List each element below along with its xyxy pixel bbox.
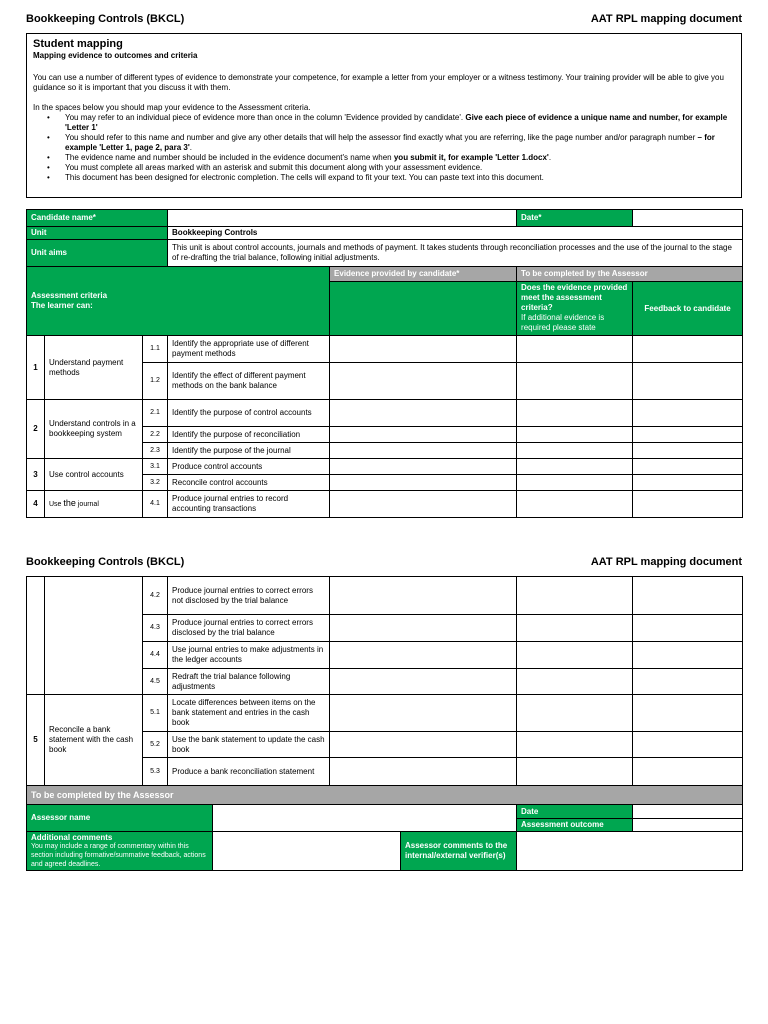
feedback-cell[interactable] (633, 363, 743, 400)
intro-paragraph: In the spaces below you should map your evidence to the Assessment criteria. (33, 103, 311, 112)
evidence-header: Evidence provided by candidate* (330, 267, 517, 282)
meets-criteria-cell[interactable] (517, 577, 633, 615)
instruction-item: • The evidence name and number should be included in the evidence document's name when you submit it, for example 'Letter 1.docx'. (59, 153, 735, 163)
evidence-cell[interactable] (330, 443, 517, 459)
criteria-text: Identify the purpose of reconciliation (168, 427, 330, 443)
evidence-cell[interactable] (330, 491, 517, 518)
intro-title: Student mapping (33, 38, 123, 50)
criteria-text: Identify the purpose of control accounts (168, 400, 330, 427)
mapping-table (26, 209, 743, 518)
feedback-cell[interactable] (633, 443, 743, 459)
assessment-outcome-field[interactable] (633, 819, 743, 832)
feedback-cell[interactable] (633, 427, 743, 443)
meets-criteria-cell[interactable] (517, 732, 633, 758)
feedback-cell[interactable] (633, 669, 743, 695)
outcome-title (45, 577, 143, 695)
evidence-cell[interactable] (330, 336, 517, 363)
criteria-text: Produce journal entries to correct errors disclosed by the trial balance (168, 615, 330, 642)
meets-criteria-cell[interactable] (517, 427, 633, 443)
evidence-cell[interactable] (330, 669, 517, 695)
meets-criteria-cell[interactable] (517, 336, 633, 363)
criteria-text: Identify the purpose of the journal (168, 443, 330, 459)
criteria-text: Locate differences between items on the bank statement and entries in the cash book (168, 695, 330, 732)
meet-criteria-header: Does the evidence provided meet the assessment criteria? If additional evidence is required please state (517, 282, 633, 336)
additional-comments-field[interactable] (213, 832, 401, 871)
feedback-cell[interactable] (633, 336, 743, 363)
meets-criteria-cell[interactable] (517, 758, 633, 786)
feedback-cell[interactable] (633, 475, 743, 491)
criteria-code: 4.1 (143, 491, 168, 518)
table-row (27, 459, 743, 475)
additional-comments-label: Additional comments You may include a range of commentary within this section including formative/summative feedback, actions and agreed deadlines. (27, 832, 213, 871)
assessor-header: To be completed by the Assessor (517, 267, 743, 282)
criteria-text: Identify the appropriate use of different payment methods (168, 336, 330, 363)
feedback-cell[interactable] (633, 642, 743, 669)
instruction-item: • You must complete all areas marked with an asterisk and submit this document along with your assessment evidence. (59, 163, 735, 173)
table-row (27, 577, 743, 615)
feedback-cell[interactable] (633, 491, 743, 518)
criteria-code: 1.1 (143, 336, 168, 363)
assessor-section (26, 785, 743, 871)
outcome-title: Understand payment methods (45, 336, 143, 400)
meets-criteria-cell[interactable] (517, 400, 633, 427)
evidence-cell[interactable] (330, 732, 517, 758)
feedback-cell[interactable] (633, 758, 743, 786)
criteria-text: Identify the effect of different payment methods on the bank balance (168, 363, 330, 400)
feedback-cell[interactable] (633, 732, 743, 758)
evidence-cell[interactable] (330, 427, 517, 443)
outcome-number: 5 (27, 695, 45, 786)
document-title: Bookkeeping Controls (BKCL) (26, 13, 185, 25)
meets-criteria-cell[interactable] (517, 363, 633, 400)
page-header (26, 11, 742, 27)
instruction-item: • This document has been designed for electronic completion. The cells will expand to fit your text. You can paste text into this document. (59, 173, 735, 183)
evidence-header-cell (330, 282, 517, 336)
table-row (27, 400, 743, 427)
criteria-code: 5.3 (143, 758, 168, 786)
intro-subtitle: Mapping evidence to outcomes and criteria (33, 51, 198, 60)
assessor-section-title: To be completed by the Assessor (27, 786, 743, 805)
outcome-title: Understand controls in a bookkeeping system (45, 400, 143, 459)
criteria-text: Produce journal entries to record accounting transactions (168, 491, 330, 518)
outcome-number: 3 (27, 459, 45, 491)
meets-criteria-cell[interactable] (517, 459, 633, 475)
criteria-text: Produce journal entries to correct errors not disclosed by the trial balance (168, 577, 330, 615)
criteria-code: 1.2 (143, 363, 168, 400)
mapping-table-continued (26, 576, 743, 786)
verifier-comments-field[interactable] (517, 832, 743, 871)
assessor-date-field[interactable] (633, 805, 743, 819)
feedback-cell[interactable] (633, 400, 743, 427)
outcome-title: Reconcile a bank statement with the cash book (45, 695, 143, 786)
evidence-cell[interactable] (330, 400, 517, 427)
meets-criteria-cell[interactable] (517, 642, 633, 669)
date-label: Date* (517, 210, 633, 227)
meets-criteria-cell[interactable] (517, 475, 633, 491)
date-field[interactable] (633, 210, 743, 227)
criteria-text: Redraft the trial balance following adjustments (168, 669, 330, 695)
criteria-header: Assessment criteria The learner can: (27, 267, 330, 336)
criteria-code: 4.4 (143, 642, 168, 669)
student-mapping-intro (26, 33, 742, 198)
criteria-code: 2.3 (143, 443, 168, 459)
criteria-text: Produce control accounts (168, 459, 330, 475)
criteria-text: Use journal entries to make adjustments in the ledger accounts (168, 642, 330, 669)
document-type: AAT RPL mapping document (590, 13, 742, 25)
meets-criteria-cell[interactable] (517, 443, 633, 459)
feedback-cell[interactable] (633, 695, 743, 732)
instruction-item: • You may refer to an individual piece of evidence more than once in the column 'Evidence provided by candidate'. Give each piece of evidence a unique name and number, for example 'Letter 1' (59, 113, 735, 133)
criteria-code: 5.2 (143, 732, 168, 758)
assessor-name-field[interactable] (213, 805, 517, 832)
evidence-cell[interactable] (330, 695, 517, 732)
unit-aims-label: Unit aims (27, 240, 168, 267)
meets-criteria-cell[interactable] (517, 491, 633, 518)
evidence-cell[interactable] (330, 642, 517, 669)
outcome-number: 4 (27, 491, 45, 518)
table-row (27, 336, 743, 363)
unit-value: Bookkeeping Controls (168, 227, 743, 240)
criteria-code: 5.1 (143, 695, 168, 732)
candidate-name-label: Candidate name* (27, 210, 168, 227)
feedback-cell[interactable] (633, 459, 743, 475)
meets-criteria-cell[interactable] (517, 615, 633, 642)
criteria-code: 2.1 (143, 400, 168, 427)
assessment-outcome-label: Assessment outcome (517, 819, 633, 832)
outcome-number (27, 577, 45, 695)
outcome-title: Use the journal (45, 491, 143, 518)
meets-criteria-cell[interactable] (517, 695, 633, 732)
criteria-code: 4.3 (143, 615, 168, 642)
criteria-text: Produce a bank reconciliation statement (168, 758, 330, 786)
feedback-header: Feedback to candidate (633, 282, 743, 336)
evidence-cell[interactable] (330, 758, 517, 786)
evidence-cell[interactable] (330, 363, 517, 400)
outcome-number: 2 (27, 400, 45, 459)
outcome-title: Use control accounts (45, 459, 143, 491)
evidence-cell[interactable] (330, 459, 517, 475)
criteria-code: 4.2 (143, 577, 168, 615)
verifier-comments-label: Assessor comments to the internal/external verifier(s) (401, 832, 517, 871)
assessor-date-label: Date (517, 805, 633, 819)
evidence-cell[interactable] (330, 615, 517, 642)
outcome-number: 1 (27, 336, 45, 400)
intro-paragraph: You can use a number of different types of evidence to demonstrate your competence, for example a letter from your employer or a witness testimony. Your training provider will be able to give you guidance so it is important that you discuss it with them. (33, 73, 724, 92)
criteria-text: Reconcile control accounts (168, 475, 330, 491)
table-row (27, 491, 743, 518)
feedback-cell[interactable] (633, 577, 743, 615)
feedback-cell[interactable] (633, 615, 743, 642)
table-row (27, 695, 743, 732)
document-type: AAT RPL mapping document (590, 556, 742, 568)
instruction-item: • You should refer to this name and number and give any other details that will help the assessor find exactly what you are referring, like the page number and/or paragraph number – for example 'Letter 1, page 2, para 3'. (59, 133, 735, 153)
criteria-code: 3.2 (143, 475, 168, 491)
criteria-text: Use the bank statement to update the cash book (168, 732, 330, 758)
criteria-code: 2.2 (143, 427, 168, 443)
unit-label: Unit (27, 227, 168, 240)
page-header (26, 554, 742, 570)
candidate-name-field[interactable] (168, 210, 517, 227)
assessor-name-label: Assessor name (27, 805, 213, 832)
instructions-list (33, 113, 735, 183)
meets-criteria-cell[interactable] (517, 669, 633, 695)
evidence-cell[interactable] (330, 577, 517, 615)
document-title: Bookkeeping Controls (BKCL) (26, 556, 185, 568)
unit-aims-value: This unit is about control accounts, journals and methods of payment. It takes students through reconciliation processes and the use of the journal to the stage of re-drafting the trial balance, following initial adjustments. (168, 240, 743, 267)
criteria-code: 3.1 (143, 459, 168, 475)
evidence-cell[interactable] (330, 475, 517, 491)
criteria-code: 4.5 (143, 669, 168, 695)
